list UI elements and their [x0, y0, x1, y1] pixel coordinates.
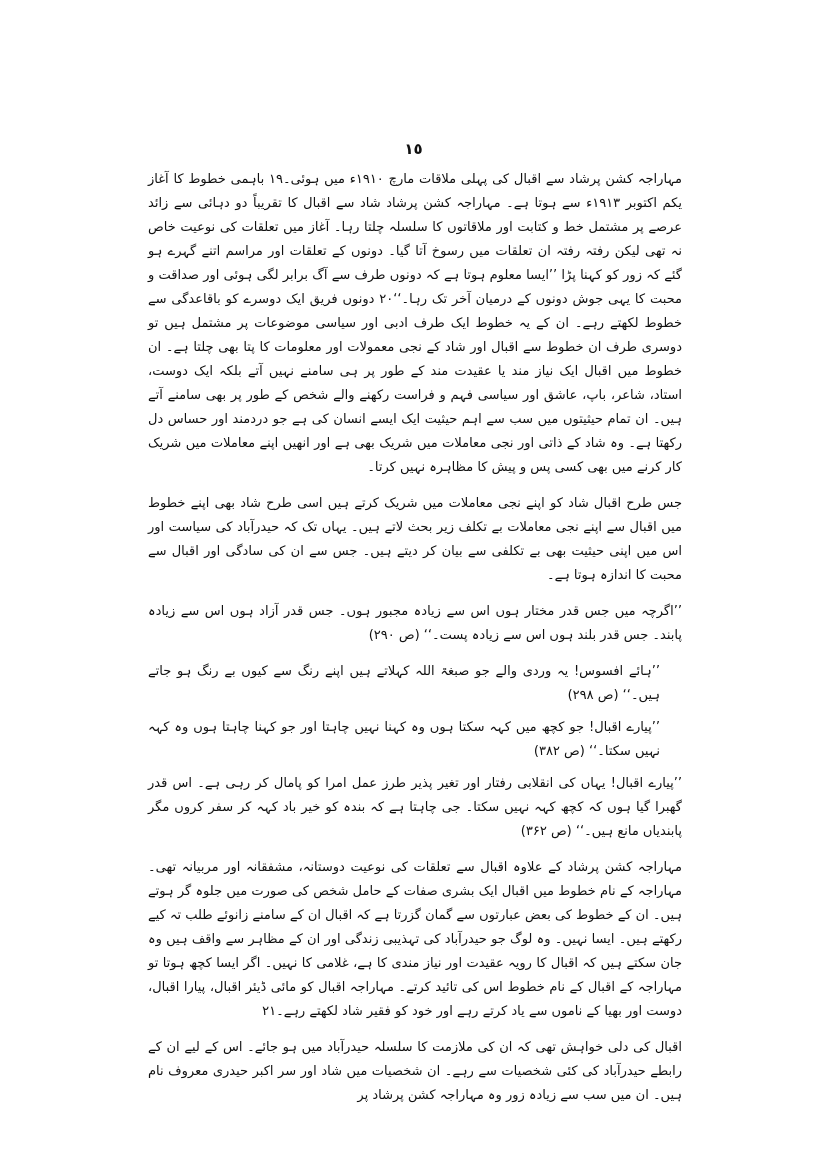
- quote-inqilabi-raftar: ’’پیارے اقبال! یہاں کی انقلابی رفتار اور تغیر پذیر طرز عمل امرا کو پامال کر رہی ہے۔ اس قدر گھبرا گیا ہوں کہ کچھ کہہ نہیں سکتا۔ جی چاہتا ہے کہ بندہ کو خیر باد کہہ کر سفر کروں مگر پابندیاں مانع ہیں۔‘‘ (ص ۳۶۲): [148, 776, 682, 839]
- paragraph-maharaja-correspondence: مہاراجہ کشن پرشاد سے اقبال کی پہلی ملاقات مارچ ۱۹۱۰ء میں ہوئی۔۱۹ باہمی خطوط کا آغاز یکم اکتوبر ۱۹۱۳ء سے ہوتا ہے۔ مہاراجہ کشن پرشاد شاد سے اقبال کا تقریباً دو دہائی سے زائد عرصے پر مشتمل خط و کتابت اور ملاقاتوں کا سلسلہ چلتا رہا۔ آغاز میں تعلقات کی نوعیت خاص نہ تھی لیکن رفتہ رفتہ ان تعلقات میں رسوخ آتا گیا۔ دونوں کے تعلقات اور مراسم اتنے گہرے ہو گئے کہ زور کو کہنا پڑا ’’ایسا معلوم ہوتا ہے کہ دونوں طرف سے آگ برابر لگی ہوئی اور صداقت و محبت کا یہی جوش دونوں کے درمیان آخر تک رہا۔‘‘۲۰ دونوں فریق ایک دوسرے کو باقاعدگی سے خطوط لکھتے رہے۔ ان کے یہ خطوط ایک طرف ادبی اور سیاسی موضوعات پر مشتمل ہیں تو دوسری طرف ان خطوط سے اقبال اور شاد کے نجی معمولات اور معلومات کا پتا بھی چلتا ہے۔ ان خطوط میں اقبال ایک نیاز مند یا عقیدت مند کے طور پر ہی سامنے نہیں آتے بلکہ ایک دوست، استاد، شاعر، باپ، عاشق اور سیاسی فہم و فراست رکھنے والے شخص کے طور پر بھی سامنے آتے ہیں۔ ان تمام حیثیتوں میں سب سے اہم حیثیت ایک ایسے انسان کی ہے جو دردمند اور حساس دل رکھتا ہے۔ وہ شاد کے ذاتی اور نجی معاملات میں شریک بھی ہے اور انھیں اپنے معاملات میں شریک کار کرنے میں بھی کسی پس و پیش کا مظاہرہ نہیں کرتا۔: [148, 172, 682, 475]
- page-number: ١٥: [404, 140, 423, 158]
- quote-mukhtar-majboor: ’’اگرچہ میں جس قدر مختار ہوں اس سے زیادہ مجبور ہوں۔ جس قدر آزاد ہوں اس سے زیادہ پابند۔ جس قدر بلند ہوں اس سے زیادہ پست۔‘‘ (ص ۲۹۰): [148, 604, 682, 643]
- paragraph-hyderabad-employment: اقبال کی دلی خواہش تھی کہ ان کی ملازمت کا سلسلہ حیدرآباد میں ہو جائے۔ اس کے لیے ان کے رابطے حیدرآباد کی کئی شخصیات سے رہے۔ ان شخصیات میں شاد اور سر اکبر حیدری معروف نام ہیں۔ ان میں سب سے زیادہ زور وہ مہاراجہ کشن پرشاد پر: [148, 1040, 682, 1103]
- quote-wardi-wale: ’’ہائے افسوس! یہ وردی والے جو صبغۃ اللہ کہلاتے ہیں اپنے رنگ سے کیوں بے رنگ ہو جاتے ہیں۔‘‘ (ص ۲۹۸): [148, 664, 660, 703]
- paragraph-relationship-nature: مہاراجہ کشن پرشاد کے علاوہ اقبال سے تعلقات کی نوعیت دوستانہ، مشفقانہ اور مربیانہ تھی۔ مہاراجہ کے نام خطوط میں اقبال ایک بشری صفات کے حامل شخص کی صورت میں جلوہ گر ہوتے ہیں۔ ان کے خطوط کی بعض عبارتوں سے گمان گزرتا ہے کہ اقبال ان کے سامنے زانوئے طلب تہ کیے رکھتے ہیں۔ ایسا نہیں۔ وہ لوگ جو حیدرآباد کی تہذیبی زندگی اور ان کے مظاہر سے واقف ہیں وہ جان سکتے ہیں کہ اقبال کا رویہ عقیدت اور نیاز مندی کا ہے، غلامی کا نہیں۔ اگر ایسا کچھ ہوتا تو مہاراجہ کے اقبال کے نام خطوط اس کی تائید کرتے۔ مہاراجہ اقبال کو مائی ڈیئر اقبال، پیارا اقبال، دوست اور بھیا کے ناموں سے یاد کرتے رہے اور خود کو فقیر شاد لکھتے رہے۔۲۱: [148, 860, 682, 1019]
- paragraph-shad-private-matters: جس طرح اقبال شاد کو اپنے نجی معاملات میں شریک کرتے ہیں اسی طرح شاد بھی اپنے خطوط میں اقبال سے اپنے نجی معاملات بے تکلف زیر بحث لاتے ہیں۔ یہاں تک کہ حیدرآباد کی سیاست اور اس میں اپنی حیثیت بھی بے تکلفی سے بیان کر دیتے ہیں۔ جس سے ان کی سادگی اور اقبال سے محبت کا اندازہ ہوتا ہے۔: [148, 496, 682, 583]
- quote-pyare-iqbal: ’’پیارے اقبال! جو کچھ میں کہہ سکتا ہوں وہ کہنا نہیں چاہتا اور جو کہنا چاہتا ہوں وہ کہہ نہیں سکتا۔‘‘ (ص ۳۸۲): [148, 720, 660, 759]
- page-body: [148, 168, 682, 1120]
